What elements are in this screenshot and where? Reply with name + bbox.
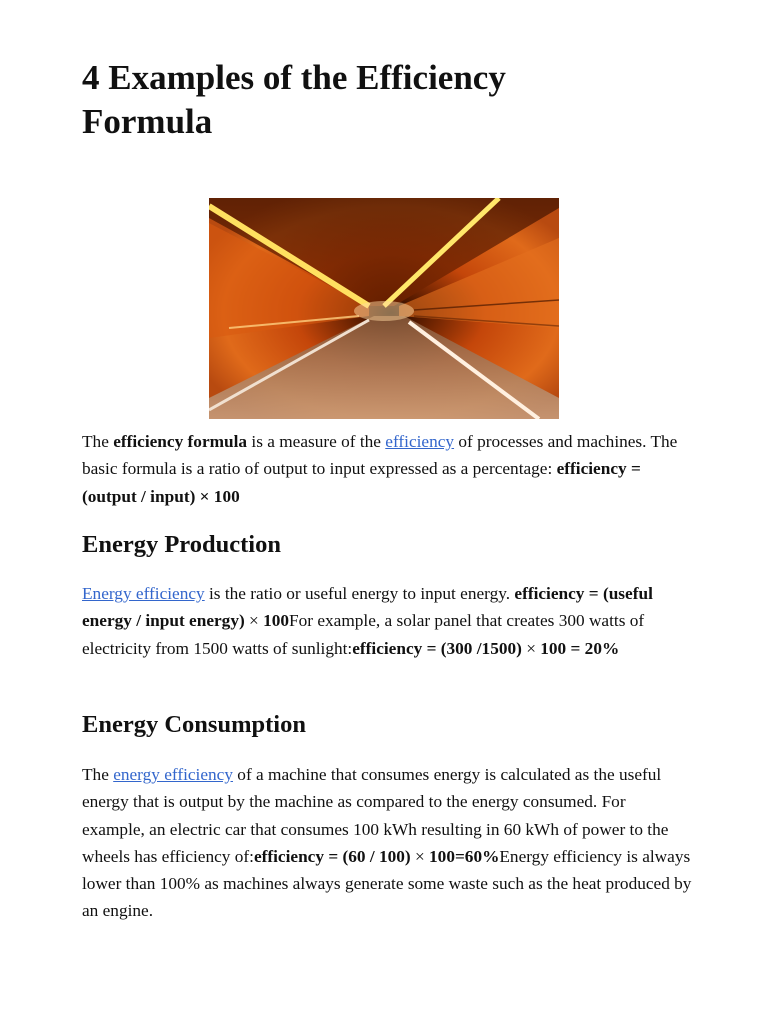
energy-consumption-heading: Energy Consumption [82, 711, 306, 738]
energy-production-paragraph: Energy efficiency is the ratio or useful energy to input energy. efficiency = (useful energy / input energy) × 100For example, a solar panel that creates 300 watts of electricity from 1500 watts of sunlight:efficiency = (300 /1500) × 100 = 20% [82, 584, 653, 658]
intro-paragraph: The efficiency formula is a measure of the efficiency of processes and machines. The basic formula is a ratio of output to input expressed as a percentage: efficiency = (output / input) × 100 [82, 432, 678, 506]
energy-consumption-paragraph: The energy efficiency of a machine that consumes energy is calculated as the useful energy that is output by the machine as compared to the energy consumed. For example, an electric car that consumes 100 kWh resulting in 60 kWh of power to the wheels has efficiency of:efficiency = (60 / 100) × 100=60%Energy efficiency is always lower than 100% as machines always generate some waste such as the heat produced by an engine. [82, 765, 692, 921]
energy-production-heading: Energy Production [82, 531, 281, 558]
energy-efficiency-link-2[interactable]: energy efficiency [113, 765, 233, 784]
efficiency-link[interactable]: efficiency [385, 432, 455, 451]
tunnel-motion-blur-image [209, 198, 559, 419]
page-title: 4 Examples of the Efficiency Formula [82, 58, 506, 141]
energy-efficiency-link[interactable]: Energy efficiency [82, 584, 205, 603]
